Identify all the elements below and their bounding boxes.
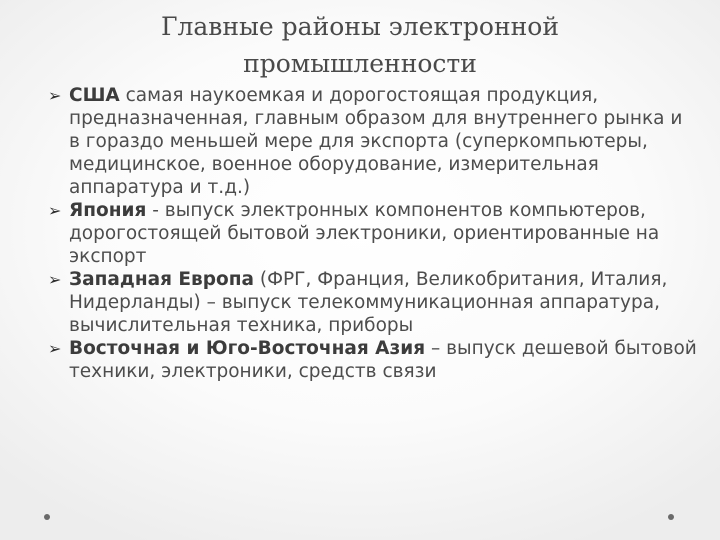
- bullet-lead-western-europe: Западная Европа: [69, 269, 254, 290]
- bullet-item-japan: [48, 199, 698, 268]
- decorative-dot-right: [668, 514, 674, 520]
- bullet-item-east-asia: [48, 337, 698, 383]
- bullet-text-east-asia: – выпуск дешевой бытовой техники, электроники, средств связи: [69, 338, 697, 382]
- slide-title-line-1: Главные районы электронной: [160, 12, 560, 41]
- bullet-item-western-europe: [48, 268, 698, 337]
- slide-title-line-2: промышленности: [243, 49, 477, 78]
- bullet-text-western-europe: (ФРГ, Франция, Великобритания, Италия, Нидерланды) – выпуск телекоммуникационная аппаратура, вычислительная техника, приборы: [69, 269, 668, 336]
- bullet-lead-japan: Япония: [69, 200, 147, 221]
- bullet-item-usa: [48, 84, 698, 199]
- decorative-dot-left: [44, 514, 50, 520]
- bullet-list: [48, 84, 698, 383]
- bullet-lead-east-asia: Восточная и Юго-Восточная Азия: [69, 338, 426, 359]
- arrow-bullet-icon: ➢: [48, 339, 62, 358]
- slide-title: [80, 8, 640, 82]
- bullet-text-usa: самая наукоемкая и дорогостоящая продукция, предназначенная, главным образом для внутреннего рынка и в гораздо меньшей мере для экспорта (суперкомпьютеры, медицинское, военное оборудование, измерительная аппаратура и т.д.): [69, 85, 683, 198]
- arrow-bullet-icon: ➢: [48, 86, 62, 105]
- bullet-lead-usa: США: [69, 85, 120, 106]
- arrow-bullet-icon: ➢: [48, 270, 62, 289]
- arrow-bullet-icon: ➢: [48, 201, 62, 220]
- bullet-text-japan: - выпуск электронных компонентов компьютеров, дорогостоящей бытовой электроники, ориентированные на экспорт: [69, 200, 660, 267]
